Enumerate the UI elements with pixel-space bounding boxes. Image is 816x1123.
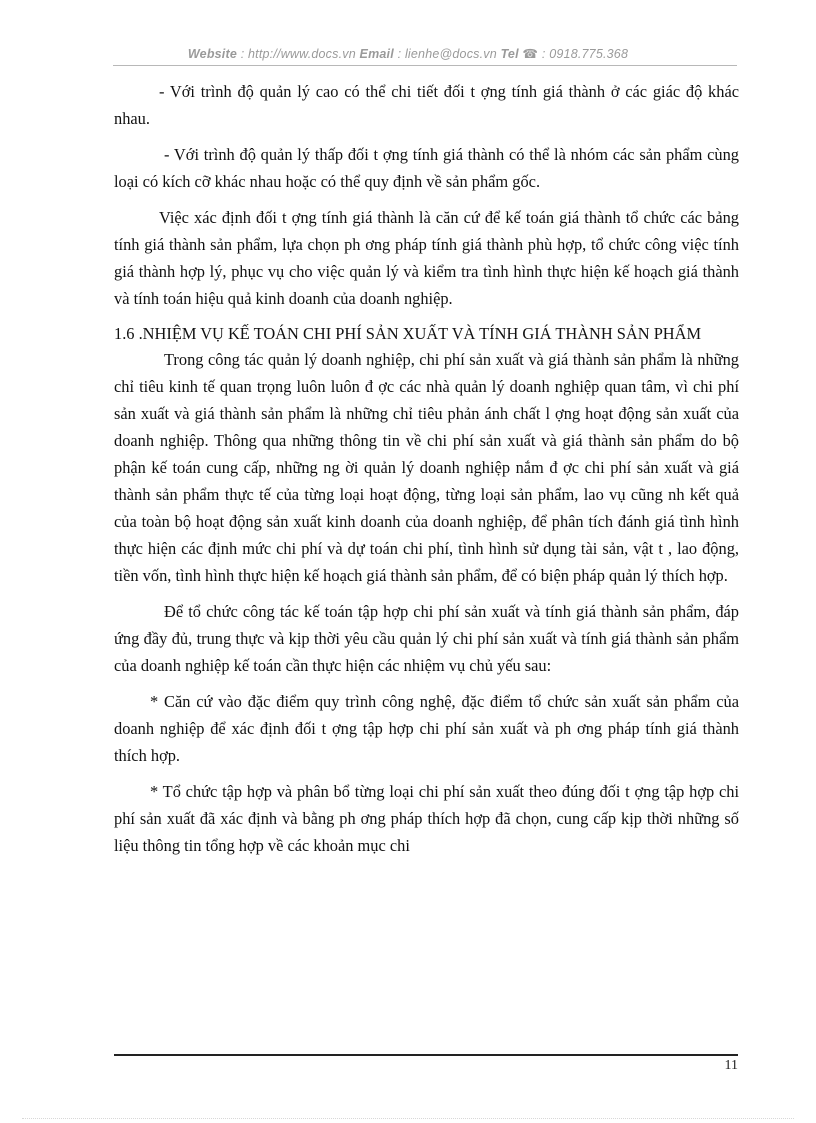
website-label: Website xyxy=(187,47,237,61)
paragraph: - Với trình độ quản lý thấp đối t ợng tính giá thành có thể là nhóm các sản phẩm cùng loại có kích cỡ khác nhau hoặc có thể quy định về sản phẩm gốc. xyxy=(114,145,739,191)
bullet-paragraph: * Tổ chức tập hợp và phân bổ từng loại chi phí sản xuất theo đúng đối t ợng tập hợp chi phí sản xuất đã xác định và bằng ph ơng pháp thích hợp đã chọn, cung cấp kịp thời những số liệu thông tin tổng hợp về các khoản mục chi xyxy=(114,782,739,855)
document-body xyxy=(114,78,739,868)
paragraph: Trong công tác quản lý doanh nghiệp, chi phí sản xuất và giá thành sản phẩm là những chỉ tiêu kinh tế quan trọng luôn luôn đ ợc các nhà quản lý doanh nghiệp quan tâm, vì chi phí sản xuất và giá thành sản phẩm là những chỉ tiêu phản ánh chất l ợng hoạt động sản xuất của doanh nghiệp. Thông qua những thông tin về chi phí sản xuất và giá thành sản phẩm do bộ phận kế toán cung cấp, những ng ời quản lý doanh nghiệp nắm đ ợc chi phí sản xuất và giá thành sản phẩm thực tế của từng loại hoạt động, từng loại sản phẩm, lao vụ cũng nh kết quả của toàn bộ hoạt động sản xuất kinh doanh của doanh nghiệp, để phân tích đánh giá tình hình thực hiện các định mức chi phí và dự toán chi phí, tình hình sử dụng tài sản, vật t , lao động, tiền vốn, tình hình thực hiện kế hoạch giá thành sản phẩm, để có biện pháp quản lý thích hợp. xyxy=(114,350,739,585)
page-number: 11 xyxy=(724,1058,738,1073)
tel-label: Tel ☎ xyxy=(500,47,539,61)
tel-value: : 0918.775.368 xyxy=(541,47,629,61)
email-label: Email xyxy=(359,47,394,61)
paragraph: Việc xác định đối t ợng tính giá thành là căn cứ để kế toán giá thành tổ chức các bảng tính giá thành sản phẩm, lựa chọn ph ơng pháp tính giá thành phù hợp, tổ chức công việc tính giá thành hợp lý, phục vụ cho việc quản lý và kiểm tra tình hình thực hiện kế hoạch giá thành và tính toán hiệu quả kinh doanh của doanh nghiệp. xyxy=(114,208,739,308)
bullet-paragraph: * Căn cứ vào đặc điểm quy trình công nghệ, đặc điểm tổ chức sản xuất sản phẩm của doanh nghiệp để xác định đối t ợng tập hợp chi phí sản xuất và ph ơng pháp tính giá thành thích hợp. xyxy=(114,692,739,765)
header-divider xyxy=(113,65,737,66)
website-link[interactable]: : http://www.docs.vn xyxy=(240,47,356,61)
paragraph: - Với trình độ quản lý cao có thể chi tiết đối t ợng tính giá thành ở các giác độ khác nhau. xyxy=(114,82,739,128)
footer-divider xyxy=(114,1054,738,1056)
email-link[interactable]: : lienhe@docs.vn xyxy=(397,47,497,61)
paragraph: Để tổ chức công tác kế toán tập hợp chi phí sản xuất và tính giá thành sản phẩm, đáp ứng đầy đủ, trung thực và kịp thời yêu cầu quản lý chi phí sản xuất và tính giá thành sản phẩm của doanh nghiệp kế toán cần thực hiện các nhiệm vụ chủ yếu sau: xyxy=(114,602,739,675)
page-header xyxy=(0,46,816,61)
page-bottom-border xyxy=(22,1118,794,1119)
section-heading: 1.6 .NHIỆM VỤ KẾ TOÁN CHI PHÍ SẢN XUẤT VÀ TÍNH GIÁ THÀNH SẢN PHẨM xyxy=(114,324,702,343)
